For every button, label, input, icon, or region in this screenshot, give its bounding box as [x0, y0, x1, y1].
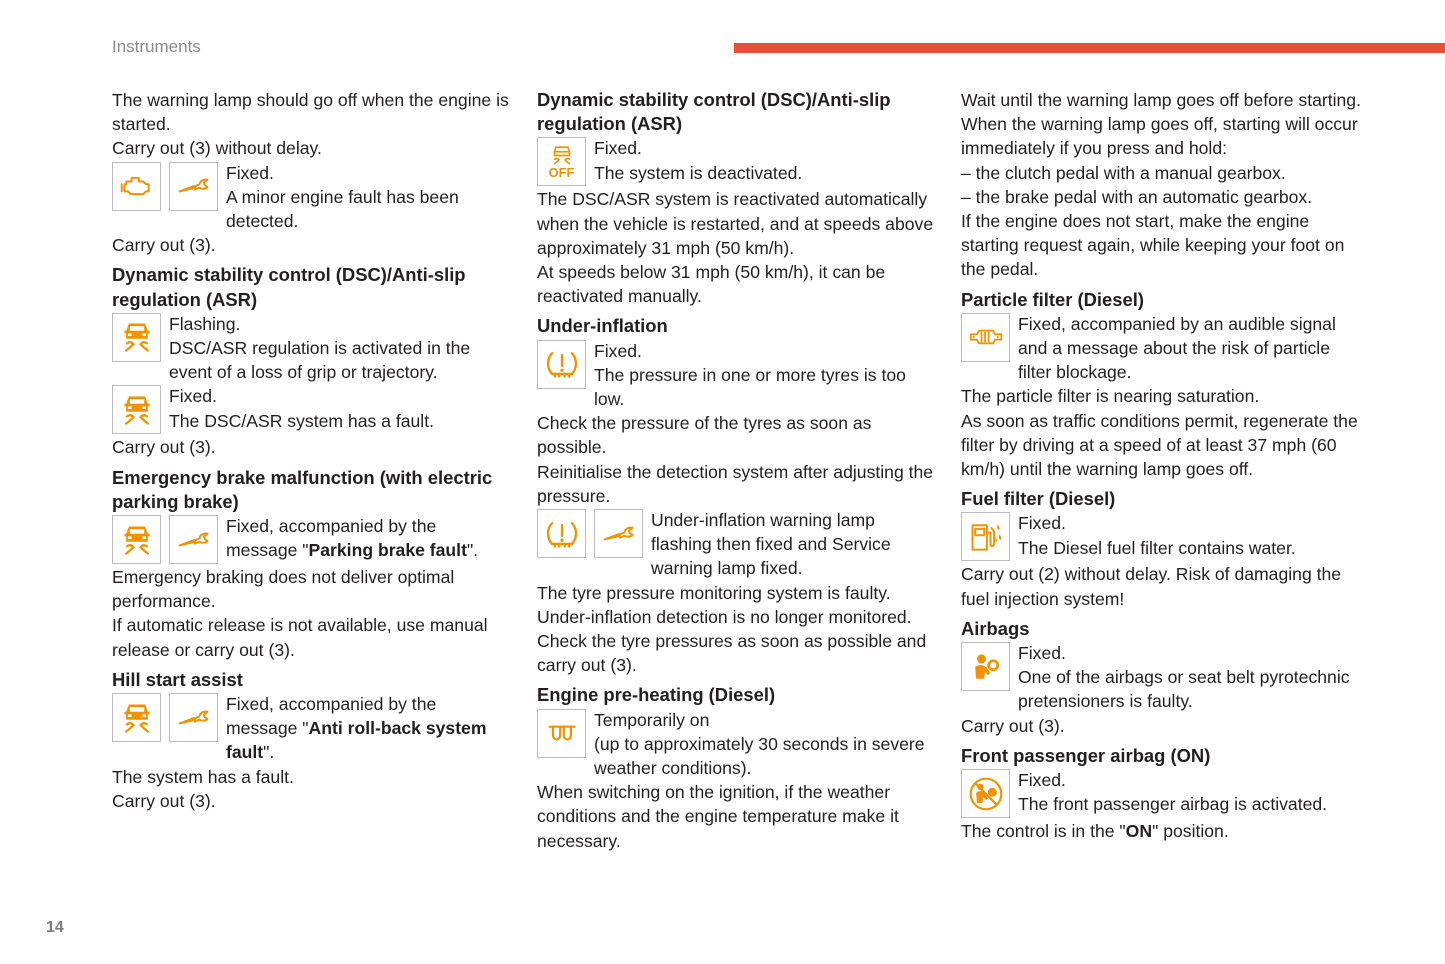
fuel-status: Fixed.: [1018, 513, 1066, 534]
wait-text-2: When the warning lamp goes off, starting will occur immediately if you press and hold:: [961, 114, 1358, 159]
preheat-text-1: When switching on the ignition, if the weather conditions and the engine temperature make it necessary.: [537, 782, 899, 851]
front-airbag-status: Fixed.: [1018, 770, 1066, 791]
fuel-text-1: Carry out (2) without delay. Risk of damaging the fuel injection system!: [961, 564, 1342, 609]
intro-text: The warning lamp should go off when the engine is started.: [112, 90, 509, 135]
underinflation-fault-entry: [537, 508, 937, 581]
dsc-off-entry: [537, 136, 937, 187]
ebrake-heading: Emergency brake malfunction (with electric parking brake): [112, 466, 493, 512]
front-airbag-desc: The front passenger airbag is activated.: [1018, 794, 1328, 815]
header-accent-bar: [734, 43, 1445, 53]
underinflation-text-3: The tyre pressure monitoring system is faulty.: [537, 582, 891, 603]
particle-text-2: As soon as traffic conditions permit, regenerate the filter by driving at a speed of at least 37 mph (60 km/h) until the warning lamp goes off.: [961, 410, 1358, 480]
underinflation-entry: [537, 339, 937, 412]
airbags-entry: [961, 641, 1361, 714]
underinflation-text-4: Under-inflation detection is no longer monitored.: [537, 606, 912, 627]
preheat-heading: Engine pre-heating (Diesel): [537, 684, 776, 706]
dsc-off-text-2: At speeds below 31 mph (50 km/h), it can be reactivated manually.: [537, 262, 886, 307]
tyre-pressure-icon: [537, 340, 586, 389]
fuel-heading: Fuel filter (Diesel): [961, 488, 1116, 510]
preheat-status: Temporarily on: [594, 709, 710, 730]
passenger-airbag-icon: [961, 769, 1010, 818]
front-airbag-heading: Front passenger airbag (ON): [961, 744, 1211, 766]
wrench-icon: [169, 162, 218, 211]
fuel-entry: [961, 511, 1361, 562]
particle-status: Fixed, accompanied by an audible signal and a message about the risk of particle filter blockage.: [1018, 313, 1336, 383]
airbags-text-1: Carry out (3).: [961, 715, 1065, 736]
intro-action: Carry out (3) without delay.: [112, 138, 322, 159]
ebrake-text-1: Emergency braking does not deliver optimal performance.: [112, 567, 455, 612]
underinflation-text-5: Check the tyre pressures as soon as possible and carry out (3).: [537, 631, 927, 676]
underinflation-text-1: Check the pressure of the tyres as soon as possible.: [537, 413, 872, 458]
front-airbag-text-1: The control is in the "ON" position.: [961, 821, 1229, 842]
dsc-fixed-entry: [112, 384, 512, 435]
underinflation-text-2: Reinitialise the detection system after adjusting the pressure.: [537, 461, 934, 506]
underinflation-desc: The pressure in one or more tyres is too low.: [594, 364, 906, 410]
wrench-icon: [169, 693, 218, 742]
hill-message: Anti roll-back system fault: [226, 718, 487, 763]
glow-plug-icon: [537, 709, 586, 758]
wait-dash-1: – the clutch pedal with a manual gearbox.: [961, 162, 1286, 183]
tyre-pressure-icon: [537, 509, 586, 558]
engine-fault-entry: [112, 161, 512, 234]
fuel-filter-icon: [961, 512, 1010, 561]
on-label: ON: [1125, 821, 1153, 842]
fuel-desc: The Diesel fuel filter contains water.: [1018, 537, 1296, 558]
hill-status: Fixed, accompanied by the message "Anti roll-back system fault".: [226, 694, 487, 763]
ebrake-text-2: If automatic release is not available, use manual release or carry out (3).: [112, 615, 488, 660]
dsc-fixed-status: Fixed.: [169, 386, 217, 407]
dsc-fixed-desc: The DSC/ASR system has a fault.: [169, 410, 434, 431]
particle-entry: [961, 312, 1361, 385]
page-number: 14: [46, 919, 64, 936]
dsc-off-heading: Dynamic stability control (DSC)/Anti-slip regulation (ASR): [537, 89, 891, 135]
underinflation-status: Fixed.: [594, 340, 642, 361]
dsc-flashing-status: Flashing.: [169, 313, 241, 334]
airbags-status: Fixed.: [1018, 643, 1066, 664]
hill-heading: Hill start assist: [112, 668, 243, 690]
front-airbag-entry: [961, 768, 1361, 819]
wrench-icon: [169, 515, 218, 564]
column-2: [537, 88, 937, 853]
dsc-flashing-desc: DSC/ASR regulation is activated in the event of a loss of grip or trajectory.: [169, 338, 471, 383]
skid-car-icon: [112, 515, 161, 564]
skid-car-icon: [112, 385, 161, 434]
column-1: [112, 88, 512, 813]
engine-fault-action: Carry out (3).: [112, 235, 216, 256]
ebrake-status: Fixed, accompanied by the message "Parking brake fault".: [226, 516, 479, 561]
hill-text-1: The system has a fault.: [112, 766, 294, 787]
particle-text-1: The particle filter is nearing saturation.: [961, 386, 1260, 407]
dsc-flashing-entry: [112, 312, 512, 385]
engine-fault-desc: A minor engine fault has been detected.: [226, 186, 459, 232]
engine-icon: [112, 162, 161, 211]
skid-car-off-icon: OFF: [537, 137, 586, 186]
dsc-off-desc: The system is deactivated.: [594, 162, 803, 183]
skid-car-icon: [112, 313, 161, 362]
underinflation-heading: Under-inflation: [537, 315, 668, 337]
section-title: Instruments: [112, 37, 201, 56]
wait-text-3: If the engine does not start, make the engine starting request again, while keeping your foot on the pedal.: [961, 211, 1345, 280]
wrench-icon: [594, 509, 643, 558]
underinflation-fault-status: Under-inflation warning lamp flashing then fixed and Service warning lamp fixed.: [651, 510, 891, 579]
dsc-off-text-1: The DSC/ASR system is reactivated automatically when the vehicle is restarted, and at speeds above approximately 31 mph (50 km/h).: [537, 189, 934, 258]
hill-text-2: Carry out (3).: [112, 790, 216, 811]
particle-filter-icon: [961, 313, 1010, 362]
hill-entry: [112, 692, 512, 765]
skid-car-icon: [112, 693, 161, 742]
preheat-desc: (up to approximately 30 seconds in severe weather conditions).: [594, 733, 925, 779]
wait-text-1: Wait until the warning lamp goes off before starting.: [961, 90, 1361, 110]
dsc-action: Carry out (3).: [112, 437, 216, 458]
dsc-off-status: Fixed.: [594, 138, 642, 159]
particle-heading: Particle filter (Diesel): [961, 288, 1144, 310]
dsc-heading: Dynamic stability control (DSC)/Anti-slip regulation (ASR): [112, 264, 466, 310]
airbags-heading: Airbags: [961, 617, 1030, 639]
airbag-icon: [961, 642, 1010, 691]
preheat-entry: [537, 708, 937, 781]
column-3: [961, 88, 1361, 843]
ebrake-entry: [112, 514, 512, 565]
ebrake-message: Parking brake fault: [308, 540, 467, 561]
airbags-desc: One of the airbags or seat belt pyrotechnic pretensioners is faulty.: [1018, 667, 1350, 712]
engine-fault-status: Fixed.: [226, 162, 274, 183]
wait-dash-2: – the brake pedal with an automatic gearbox.: [961, 186, 1313, 207]
